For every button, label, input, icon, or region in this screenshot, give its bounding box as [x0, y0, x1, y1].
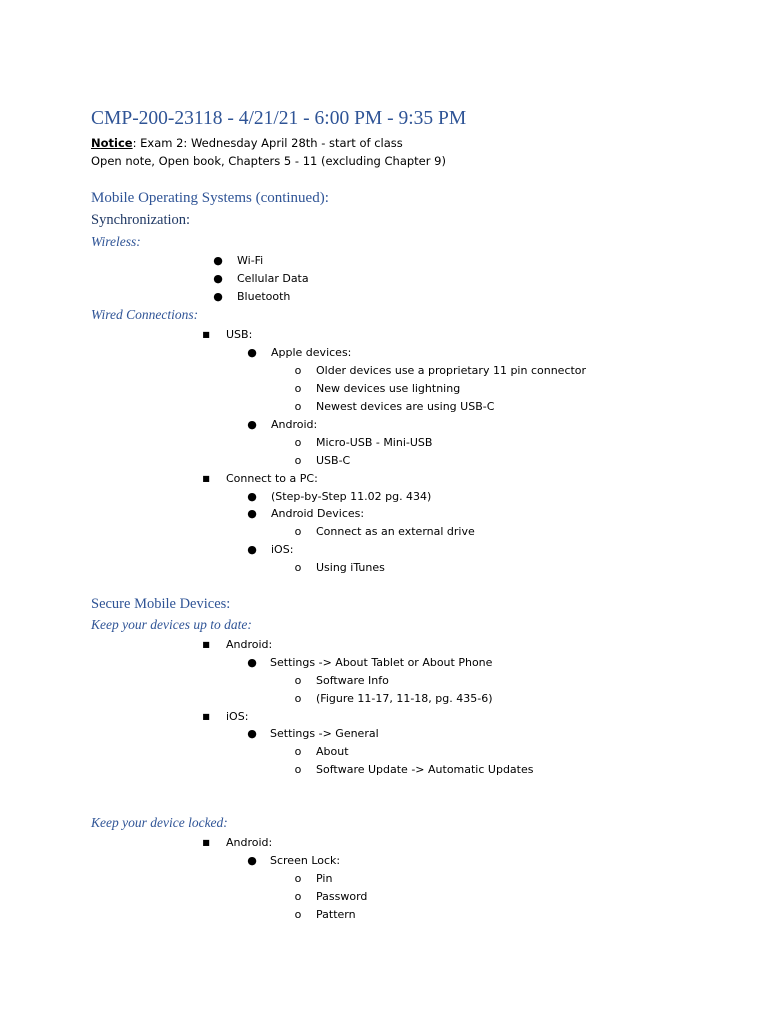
bullet-circle-icon: o [294, 400, 302, 413]
bullet-circle-icon: o [294, 561, 302, 574]
bullet-square-icon: ■ [202, 712, 210, 721]
bullet-disc-icon: ● [247, 346, 257, 359]
heading-wireless: Wireless: [91, 234, 141, 249]
heading-wired-connections: Wired Connections: [91, 307, 199, 322]
bullet-disc-icon: ● [247, 418, 257, 431]
bullet-square-icon: ■ [202, 838, 210, 847]
bullet-circle-icon: o [294, 872, 302, 885]
bullet-disc-icon: ● [247, 490, 257, 503]
bullet-disc-icon: ● [247, 507, 257, 520]
bullet-disc-icon: ● [247, 854, 257, 867]
heading-keep-device-locked: Keep your device locked: [91, 815, 228, 830]
notice-line [91, 134, 403, 152]
notice-label: Notice [91, 136, 133, 150]
bullet-circle-icon: o [294, 745, 302, 758]
bullet-circle-icon: o [294, 525, 302, 538]
document-page: CMP-200-23118 - 4/21/21 - 6:00 PM - 9:35 PM Notice: Exam 2: Wednesday April 28th - start of class Open note, Open book, Chapters 5 - 11 (excluding Chapter 9) Mobile Operating Systems (continued): Synchronization: Wireless: ● Wi-Fi ● Cellular Data ● Bluetooth Wired Connections: ■ USB: ● Apple devices: o Older devices use a proprietary 11 pin connector o New devices use lightning o Newest devices are using USB-C ● Android: o Micro-USB - Mini-USB o USB-C ■ Connect to a PC: ● (Step-by-Step 11.02 pg. 434) ● Android Devices: o Connect as an external drive ● iOS: o Using iTunes Secure Mobile Devices: Keep your devices up to date: ■ Android: ● Settings -> About Tablet or About Phone o Software Info o (Figure 11-17, 11-18, pg. 435-6) ■ iOS: ● Settings -> General o About o Software Update -> Automatic Updates Keep your device locked: ■ Android: ● Screen Lock: o Pin o Password o Pattern [0, 0, 768, 1024]
heading-mobile-os: Mobile Operating Systems (continued): [91, 190, 329, 206]
notice-line-2: Open note, Open book, Chapters 5 - 11 (excluding Chapter 9) [91, 154, 446, 168]
page-title: CMP-200-23118 - 4/21/21 - 6:00 PM - 9:35 PM [91, 108, 467, 129]
bullet-circle-icon: o [294, 674, 302, 687]
bullet-circle-icon: o [294, 382, 302, 395]
heading-keep-up-to-date: Keep your devices up to date: [91, 617, 252, 632]
bullet-circle-icon: o [294, 454, 302, 467]
bullet-circle-icon: o [294, 890, 302, 903]
bullet-circle-icon: o [294, 692, 302, 705]
bullet-circle-icon: o [294, 436, 302, 449]
heading-synchronization: Synchronization: [91, 212, 191, 228]
bullet-disc-icon: ● [247, 543, 257, 556]
bullet-circle-icon: o [294, 364, 302, 377]
bullet-square-icon: ■ [202, 640, 210, 649]
bullet-disc-icon: ● [213, 272, 223, 285]
bullet-disc-icon: ● [247, 656, 257, 669]
bullet-disc-icon: ● [213, 290, 223, 303]
bullet-disc-icon: ● [247, 727, 257, 740]
notice-text: : Exam 2: Wednesday April 28th - start of class [132, 136, 403, 150]
bullet-disc-icon: ● [213, 254, 223, 267]
bullet-square-icon: ■ [202, 330, 210, 339]
bullet-square-icon: ■ [202, 474, 210, 483]
bullet-circle-icon: o [294, 908, 302, 921]
heading-secure-mobile-devices: Secure Mobile Devices: [91, 596, 231, 612]
bullet-circle-icon: o [294, 763, 302, 776]
